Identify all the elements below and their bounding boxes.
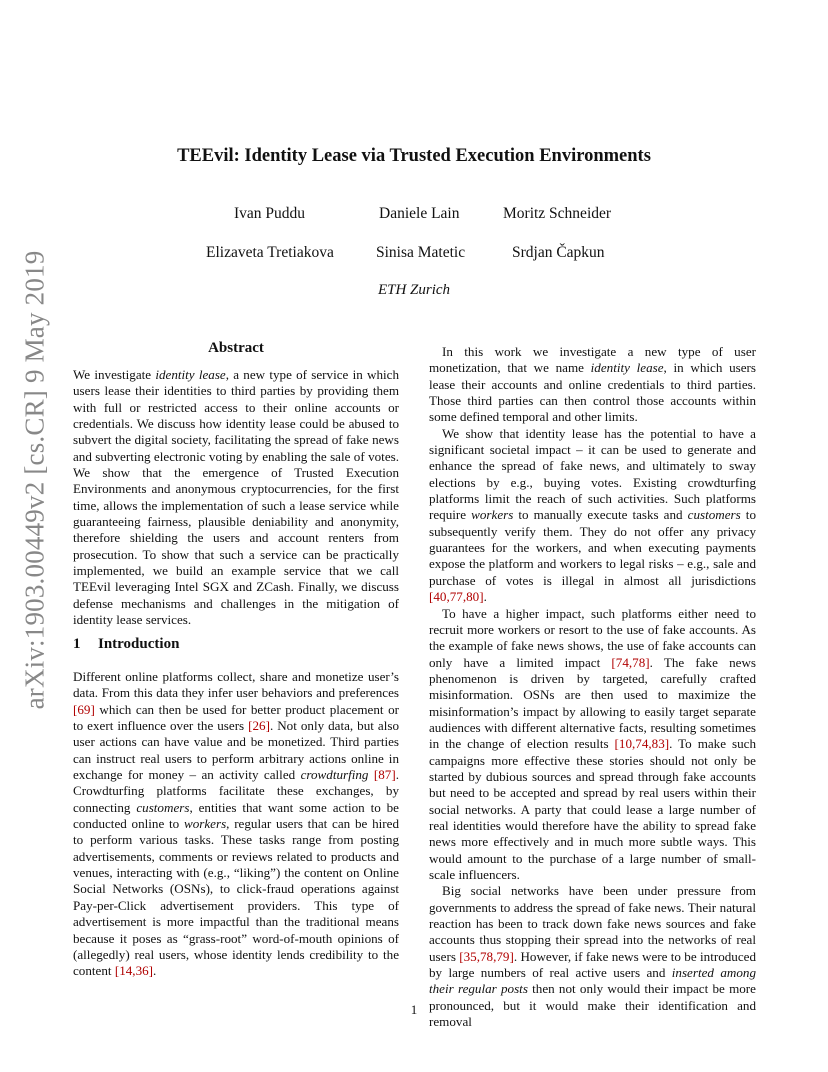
citation-link[interactable]: [87] [373,767,396,783]
abstract-paragraph: We investigate identity lease, a new type of service in which users lease their identities to third parties by providing them with full or restricted access to their online accounts or credentials. We discuss how identity lease could be abused to subvert the digital society, facilitating the spread of fake news and subverting electronic voting by enabling the sale of votes. We show that the emergence of Trusted Execution Environments and anonymous cryptocurrencies, for the first time, allows the implementation of such a lease service while guaranteeing fairness, plausible deniability and anonymity, therefore shielding the users and account renters from prosecution. To show that such a service can be practically implemented, we build an example service that we call TEEvil leveraging Intel SGX and ZCash. Finally, we discuss defense mechanisms and challenges in the mitigation of identity lease services. [73,367,400,628]
section-title-text: Introduction [98,636,180,652]
right-paragraph-4: Big social networks have been under pressure from governments to address the spread of fake news. Their natural reaction has been to track down fake news sources and fake accounts thus stopping their spread into the networks of real users [35,78,79]. However, if fake news were to be introduced by large numbers of real active users and inserted among their regular posts then not only would their impact be more pronounced, but it would make their identification and removal [429,883,756,1030]
page-number: 1 [410,1002,418,1017]
citation-link[interactable]: [10, [614,736,636,752]
citation-link[interactable]: 79] [496,948,514,964]
citation-link[interactable]: [14, [114,963,136,979]
right-column-body [429,344,756,1030]
citation-link[interactable]: 78, [480,948,497,964]
section-heading-introduction [73,636,179,653]
author-3: Moritz Schneider [503,205,612,222]
citation-link[interactable]: [26] [248,718,270,734]
affiliation: ETH Zurich [377,282,451,298]
intro-paragraph-1: Different online platforms collect, share and monetize user’s data. From this data they infer user behaviors and preferences [69] which can then be used for better product placement or to exert influence over the users [26]. Not only data, but also user actions can have value and be monetized. Third parties can instruct real users to perform arbitrary actions online in exchange for money – an activity called crowdturfing [87]. Crowdturfing platforms facilitate these exchanges, by connecting customers, entities that want some action to be conducted online to workers, regular users that can be hired to perform various tasks. These tasks range from posting advertisements, comments or reviews related to products and venues, interacting with (e.g., “liking”) the content on Online Social Networks (OSNs), to click-fraud operations against Pay-per-Click advertisement providers. This type of advertisement is more impactful than the traditional means because it poses as “grass-root” word-of-mouth opinions of (allegedly) real users, whose identity lends credibility to the content [14,36]. [73,669,399,979]
citation-link[interactable]: 77, [449,589,467,605]
citation-link[interactable]: 36] [135,963,154,979]
right-paragraph-1: In this work we investigate a new type of user monetization, that we name identity lease, in which users lease their accounts and online credentials to third parties. Those third parties can then control those accounts within some defined temporal and other limits. [429,344,756,425]
citation-link[interactable]: [74, [611,654,633,670]
introduction-body [73,669,399,980]
arxiv-identifier: arXiv:1903.00449v2 [cs.CR] 9 May 2019 [19,250,50,710]
arxiv-sidebar-stamp [19,250,50,710]
author-1: Ivan Puddu [234,205,306,222]
right-paragraph-2: We show that identity lease has the potential to have a significant societal impact – it can be used to generate and enhance the spread of fake news, and ultimately to sway elections by e.g., buying votes. Existing crowdturfing platforms limit the reach of such activities. Such platforms require workers to manually execute tasks and customers to subsequently verify them. They do not offer any privacy guarantees for the workers, and when executing payments expose the platform and workers to legal risks – e.g., sale and purchase of votes is illegal in almost all jurisdictions [40,77,80]. [429,425,756,605]
abstract-body [73,367,399,629]
citation-link[interactable]: 74, [635,736,652,752]
abstract-heading: Abstract [208,340,264,356]
author-4: Elizaveta Tretiakova [206,244,334,261]
right-paragraph-3: To have a higher impact, such platforms either need to recruit more workers or resort to the use of fake accounts. As the example of fake news shows, the use of fake accounts can only have a limited impact [74,78]. The fake news phenomenon is driven by targeted, carefully crafted misinformation. OSNs are then used to maximize the misinformation’s impact by allowing to easily target separate audiences with different alternative facts, resulting sometimes in the change of election results [10,74,83]. To make such campaigns more effective these stories should not only be started by dubious sources and spread through fake accounts but need to be accepted and spread by real users within their social networks. A party that could lease a large number of real identities would therefore have the ability to spread fake news more effectively and in much more subtle ways. This would amount to the purchase of a large number of small-scale influencers. [429,605,756,882]
citation-link[interactable]: [35, [459,948,480,964]
citation-link[interactable]: 83] [651,736,670,752]
author-5: Sinisa Matetic [376,244,466,261]
citation-link[interactable]: 80] [466,589,484,605]
section-number: 1 [73,636,81,652]
author-6: Srdjan Čapkun [512,244,605,261]
citation-link[interactable]: [69] [73,701,95,717]
citation-link[interactable]: 78] [632,654,650,670]
author-2: Daniele Lain [379,205,460,222]
paper-title: TEEvil: Identity Lease via Trusted Execution Environments [177,146,651,166]
citation-link[interactable]: [40, [429,589,450,605]
